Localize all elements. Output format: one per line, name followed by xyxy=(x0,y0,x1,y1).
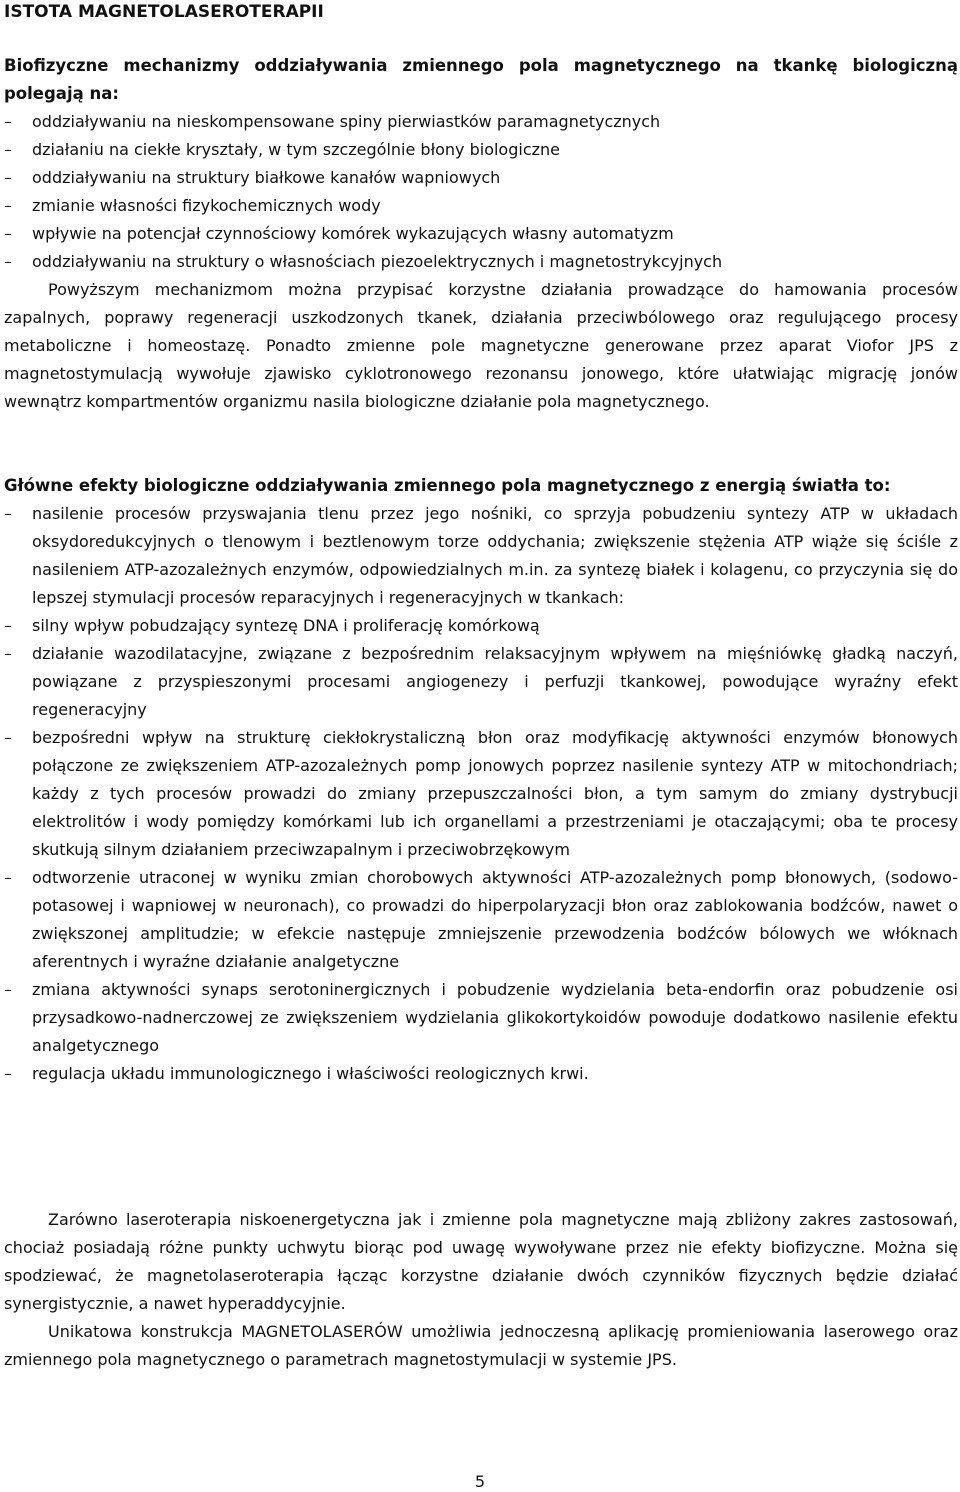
list-item xyxy=(4,192,958,220)
page-number: 5 xyxy=(474,1472,486,1491)
list-item xyxy=(4,724,958,864)
dash-bullet-icon: – xyxy=(4,728,12,747)
list-item-text: oddziaływaniu na struktury o własnościach piezoelektrycznych i magnetostrykcyjnych xyxy=(32,252,723,271)
closing-paragraph: Unikatowa konstrukcja MAGNETOLASERÓW umożliwia jednoczesną aplikację promieniowania laserowego oraz zmiennego pola magnetycznego o parametrach magnetostymulacji w systemie JPS. xyxy=(4,1322,958,1369)
list-item xyxy=(4,220,958,248)
dash-bullet-icon: – xyxy=(4,644,12,663)
section-heading: Biofizyczne mechanizmy oddziaływania zmiennego pola magnetycznego na tkankę biologiczną polegają na: xyxy=(4,56,958,103)
list-item xyxy=(4,500,958,612)
list-item xyxy=(4,976,958,1060)
list-item-text: zmianie własności fizykochemicznych wody xyxy=(32,196,381,215)
list-item xyxy=(4,640,958,724)
list-item xyxy=(4,136,958,164)
list-item-text: działanie wazodilatacyjne, związane z bezpośrednim relaksacyjnym wpływem na mięśniówkę gładką naczyń, powiązane z przyspieszonymi procesami angiogenezy i perfuzji tkankowej, powodujące wyraźny efekt regeneracyjny xyxy=(32,644,958,719)
section-effects xyxy=(4,472,958,1088)
list-item xyxy=(4,248,958,276)
dash-bullet-icon: – xyxy=(4,980,12,999)
list-item-text: oddziaływaniu na nieskompensowane spiny pierwiastków paramagnetycznych xyxy=(32,112,661,131)
list-item xyxy=(4,164,958,192)
dash-bullet-icon: – xyxy=(4,196,12,215)
section-mechanisms xyxy=(4,52,958,416)
list-item-text: nasilenie procesów przyswajania tlenu przez jego nośniki, co sprzyja pobudzeniu syntezy ATP w układach oksydoredukcyjnych o tlenowym i beztlenowym torze oddychania; zwiększenie stężenia ATP wiąże się ściśle z nasileniem ATP-azozależnych enzymów, odpowiedzialnych m.in. za syntezę białek i kolagenu, co przyczynia się do lepszej stymulacji procesów reparacyjnych i regeneracyjnych w tkankach: xyxy=(32,504,958,607)
closing-section xyxy=(4,1206,958,1374)
list-item xyxy=(4,864,958,976)
list-item-text: regulacja układu immunologicznego i właściwości reologicznych krwi. xyxy=(32,1064,589,1083)
list-item-text: odtworzenie utraconej w wyniku zmian chorobowych aktywności ATP-azozależnych pomp błonowych, (sodowo-potasowej i wapniowej w neuronach), co prowadzi do hiperpolaryzacji błon oraz zablokowania bodźców, nawet o zwiększonej amplitudzie; w efekcie następuje zmniejszenie przewodzenia bodźców bólowych we włóknach aferentnych i wyraźne działanie analgetyczne xyxy=(32,868,958,971)
dash-bullet-icon: – xyxy=(4,616,12,635)
list-item-text: bezpośredni wpływ na strukturę ciekłokrystaliczną błon oraz modyfikację aktywności enzymów błonowych połączone ze zwiększeniem ATP-azozależnych pomp jonowych poprzez nasilenie syntezy ATP w mitochondriach; każdy z tych procesów prowadzi do zmiany przepuszczalności błon, a tym samym do zmiany dystrybucji elektrolitów i wody pomiędzy komórkami lub ich organellami a przestrzeniami je otaczającymi; oba te procesy skutkują silnym działaniem przeciwzapalnym i przeciwobrzękowym xyxy=(32,728,958,859)
dash-bullet-icon: – xyxy=(4,140,12,159)
document-title: ISTOTA MAGNETOLASEROTERAPII xyxy=(4,2,324,22)
dash-bullet-icon: – xyxy=(4,112,12,131)
mechanisms-list xyxy=(4,108,958,276)
dash-bullet-icon: – xyxy=(4,504,12,523)
dash-bullet-icon: – xyxy=(4,224,12,243)
list-item-text: oddziaływaniu na struktury białkowe kanałów wapniowych xyxy=(32,168,501,187)
list-item xyxy=(4,108,958,136)
section-heading: Główne efekty biologiczne oddziaływania zmiennego pola magnetycznego z energią światła to: xyxy=(4,476,891,495)
effects-list xyxy=(4,500,958,1088)
list-item-text: działaniu na ciekłe kryształy, w tym szczególnie błony biologiczne xyxy=(32,140,560,159)
dash-bullet-icon: – xyxy=(4,252,12,271)
dash-bullet-icon: – xyxy=(4,868,12,887)
mechanisms-paragraph: Powyższym mechanizmom można przypisać korzystne działania prowadzące do hamowania procesów zapalnych, poprawy regeneracji uszkodzonych tkanek, działania przeciwbólowego oraz regulującego procesy metaboliczne i homeostazę. Ponadto zmienne pole magnetyczne generowane przez aparat Viofor JPS z magnetostymulacją wywołuje zjawisko cyklotronowego rezonansu jonowego, które ułatwiając migrację jonów wewnątrz kompartmentów organizmu nasila biologiczne działanie pola magnetycznego. xyxy=(4,280,958,411)
list-item-text: silny wpływ pobudzający syntezę DNA i proliferację komórkową xyxy=(32,616,540,635)
list-item-text: zmiana aktywności synaps serotoninergicznych i pobudzenie wydzielania beta-endorfin oraz pobudzenie osi przysadkowo-nadnerczowej ze zwiększeniem wydzielania glikokortykoidów powoduje dodatkowo nasilenie efektu analgetycznego xyxy=(32,980,958,1055)
list-item xyxy=(4,1060,958,1088)
dash-bullet-icon: – xyxy=(4,1064,12,1083)
list-item-text: wpływie na potencjał czynnościowy komórek wykazujących własny automatyzm xyxy=(32,224,674,243)
dash-bullet-icon: – xyxy=(4,168,12,187)
closing-paragraph: Zarówno laseroterapia niskoenergetyczna jak i zmienne pola magnetyczne mają zbliżony zakres zastosowań, chociaż posiadają różne punkty uchwytu biorąc pod uwagę wywoływane przez nie efekty biofizyczne. Można się spodziewać, że magnetolaseroterapia łącząc korzystne działanie dwóch czynników fizycznych będzie działać synergistycznie, a nawet hyperaddycyjnie. xyxy=(4,1210,958,1313)
list-item xyxy=(4,612,958,640)
